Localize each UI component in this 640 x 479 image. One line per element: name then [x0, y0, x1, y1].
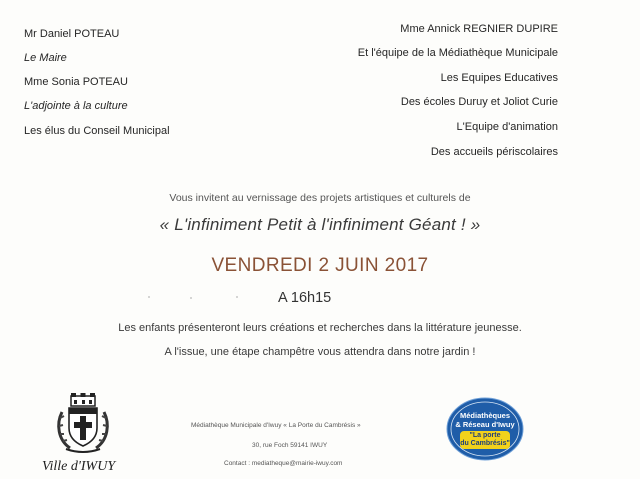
badge-line2: & Réseau d'Iwuy: [455, 420, 515, 429]
host-right-4: L'Equipe d'animation: [456, 121, 558, 133]
host-left-1: Le Maire: [24, 52, 67, 64]
city-name: Ville d'IWUY: [42, 459, 116, 474]
host-right-3: Des écoles Duruy et Joliot Curie: [400, 96, 558, 108]
host-right-2: Les Equipes Educatives: [440, 72, 558, 84]
host-left-2: Mme Sonia POTEAU: [24, 76, 128, 88]
event-date: VENDREDI 2 JUIN 2017: [211, 255, 429, 276]
scan-speck: [236, 296, 238, 298]
footer-address: 30, rue Foch 59141 IWUY: [252, 442, 328, 449]
badge-oval-icon: [446, 397, 524, 461]
footer-contact: Contact : mediatheque@mairie-iwuy.com: [224, 460, 343, 467]
mediatheque-badge: [446, 397, 524, 461]
badge-line4: du Cambrésis": [460, 440, 510, 447]
badge-line3: "La porte: [469, 432, 501, 439]
scan-speck: [148, 296, 150, 298]
host-left-3: L'adjointe à la culture: [24, 100, 128, 112]
host-right-1: Et l'équipe de la Médiathèque Municipale: [357, 47, 558, 59]
host-right-5: Des accueils périscolaires: [430, 146, 558, 158]
scan-speck: [190, 297, 192, 299]
event-description-line2: A l'issue, une étape champêtre vous attendra dans notre jardin !: [164, 346, 476, 358]
event-description-line1: Les enfants présenteront leurs créations et recherches dans la littérature jeunesse.: [118, 322, 522, 334]
footer-org: Médiathèque Municipale d'Iwuy « La Porte du Cambrésis »: [191, 422, 361, 429]
host-left-0: Mr Daniel POTEAU: [24, 28, 120, 40]
badge-line1: Médiathèques: [459, 411, 510, 420]
invitation-intro: Vous invitent au vernissage des projets artistiques et culturels de: [169, 192, 471, 204]
event-time: A 16h15: [278, 290, 332, 306]
event-title: « L'infiniment Petit à l'infiniment Géant ! »: [159, 215, 481, 234]
host-right-0: Mme Annick REGNIER DUPIRE: [400, 23, 558, 35]
city-crest-icon: [52, 392, 114, 456]
host-left-4: Les élus du Conseil Municipal: [24, 125, 170, 137]
